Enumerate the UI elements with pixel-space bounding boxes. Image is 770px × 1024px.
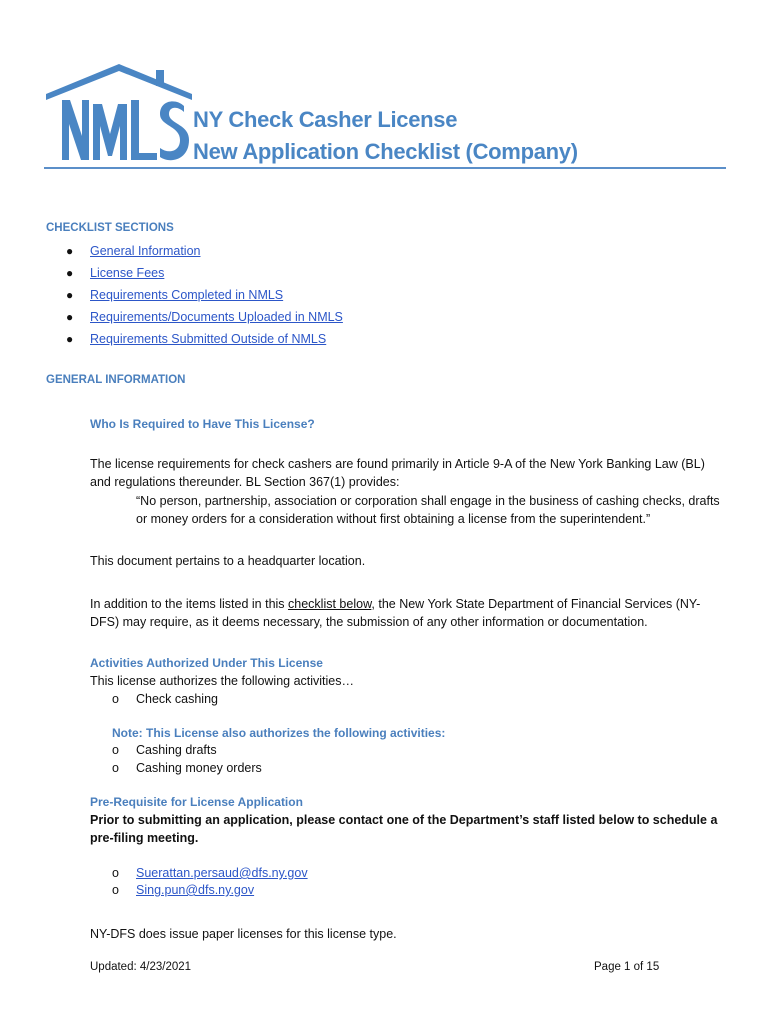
circle-bullet-icon: o [112,866,119,880]
updated-date: Updated: 4/23/2021 [90,961,192,973]
prerequisite-heading: Pre-Requisite for License Application [90,795,303,809]
title-line-2: New Application Checklist (Company) [193,139,578,164]
license-requirements-paragraph [90,455,730,491]
bullet-icon: ● [66,244,74,258]
list-item [66,286,343,308]
list-item [66,308,343,330]
list-item [112,690,218,708]
checklist-below-link[interactable]: checklist below [288,597,372,611]
paragraph-text: In addition to the items listed in this [90,597,289,611]
activity-cashing-drafts: Cashing drafts [136,743,217,757]
bullet-icon: ● [66,266,74,280]
list-item [112,864,308,882]
who-required-heading: Who Is Required to Have This License? [90,417,315,431]
quote-line: “No person, partnership, association or corporation shall engage in the business of cashing checks, drafts [136,494,720,508]
activity-cashing-money-orders: Cashing money orders [136,761,262,775]
paper-license-note: NY-DFS does issue paper licenses for this license type. [90,927,397,941]
email-link-pun[interactable]: Sing.pun@dfs.ny.gov [136,883,255,897]
circle-bullet-icon: o [112,761,119,775]
general-information-heading: GENERAL INFORMATION [46,374,186,386]
bullet-icon: ● [66,332,74,346]
bl-quote [136,492,732,528]
prefiling-instruction [90,811,730,847]
circle-bullet-icon: o [112,743,119,757]
circle-bullet-icon: o [112,883,119,897]
headquarter-note: This document pertains to a headquarter location. [90,554,366,568]
email-link-persaud[interactable]: Suerattan.persaud@dfs.ny.gov [136,866,308,880]
bullet-icon: ● [66,310,74,324]
list-item [66,264,343,286]
link-license-fees[interactable]: License Fees [90,266,165,280]
document-title [193,104,578,168]
activities-intro: This license authorizes the following activities… [90,674,355,688]
checklist-sections-list [66,242,343,352]
list-item [112,741,217,759]
instruction-line: Prior to submitting an application, please contact one of the Department’s staff listed below to schedule a [90,813,718,827]
nmls-logo [44,64,194,168]
paragraph-line: DFS) may require, as it deems necessary, the submission of any other information or documentation. [90,615,648,629]
list-item [112,881,254,899]
page-number: Page 1 of 15 [594,961,660,973]
additional-items-paragraph [90,595,730,631]
title-divider [44,167,726,169]
link-requirements-completed[interactable]: Requirements Completed in NMLS [90,288,284,302]
paragraph-line: The license requirements for check cashers are found primarily in Article 9-A of the New York Banking Law (BL) [90,457,705,471]
paragraph-text: , the New York State Department of Financial Services (NY- [371,597,701,611]
link-general-information[interactable]: General Information [90,244,201,258]
activities-heading: Activities Authorized Under This License [90,656,323,670]
list-item [66,242,343,264]
instruction-line: pre-filing meeting. [90,831,199,845]
checklist-sections-heading: CHECKLIST SECTIONS [46,222,174,234]
list-item [66,330,343,352]
quote-line: or money orders for a consideration without first obtaining a license from the superintendent.” [136,512,651,526]
list-item [112,759,262,777]
link-requirements-outside[interactable]: Requirements Submitted Outside of NMLS [90,332,327,346]
paragraph-line: and regulations thereunder. BL Section 367(1) provides: [90,475,400,489]
link-requirements-uploaded[interactable]: Requirements/Documents Uploaded in NMLS [90,310,343,324]
title-line-1: NY Check Casher License [193,107,458,132]
note-heading: Note: This License also authorizes the following activities: [112,726,446,740]
bullet-icon: ● [66,288,74,302]
circle-bullet-icon: o [112,692,119,706]
activity-check-cashing: Check cashing [136,692,218,706]
